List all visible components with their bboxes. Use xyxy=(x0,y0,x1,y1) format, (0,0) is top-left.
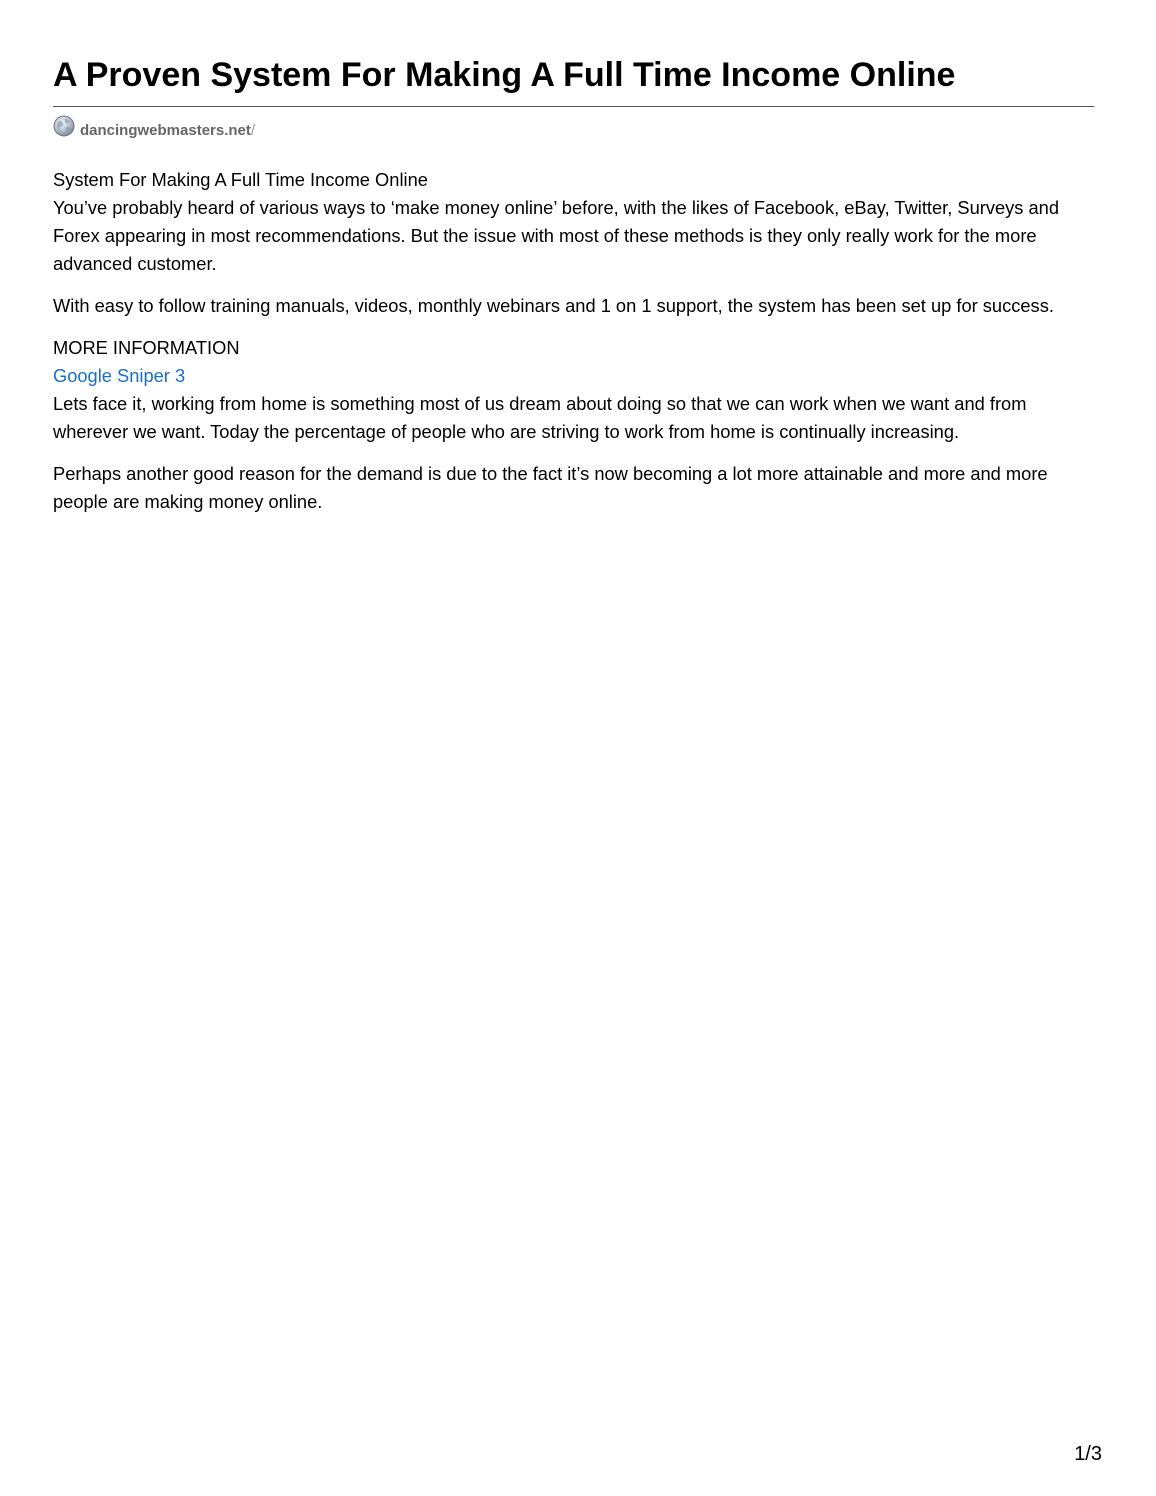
article-body xyxy=(53,166,1094,516)
page-title: A Proven System For Making A Full Time Income Online xyxy=(53,56,956,94)
source-line xyxy=(53,119,1094,141)
intro-block xyxy=(53,166,1094,278)
source-slash: / xyxy=(250,121,256,139)
paragraph-4: Perhaps another good reason for the demand is due to the fact it’s now becoming a lot more attainable and more and more people are making money online. xyxy=(53,463,1048,512)
source-domain-link[interactable]: dancingwebmasters.net xyxy=(80,121,251,139)
more-info-block xyxy=(53,334,1094,446)
paragraph-1: You’ve probably heard of various ways to ‘make money online’ before, with the likes of Facebook, eBay, Twitter, Surveys and Forex appearing in most recommendations. But the issue with most of these methods is they only really work for the more advanced customer. xyxy=(53,197,1060,274)
document-page xyxy=(53,0,1094,530)
page-number: 1/3 xyxy=(1074,1443,1102,1465)
more-info-heading: MORE INFORMATION xyxy=(53,337,240,358)
globe-icon xyxy=(53,115,75,137)
article-subtitle: System For Making A Full Time Income Online xyxy=(53,169,428,190)
google-sniper-link[interactable]: Google Sniper 3 xyxy=(53,365,186,386)
paragraph-2: With easy to follow training manuals, videos, monthly webinars and 1 on 1 support, the system has been set up for success. xyxy=(53,295,1054,316)
paragraph-3: Lets face it, working from home is something most of us dream about doing so that we can work when we want and from wherever we want. Today the percentage of people who are striving to work from home is continually increasing. xyxy=(53,393,1027,442)
title-divider xyxy=(53,106,1094,107)
